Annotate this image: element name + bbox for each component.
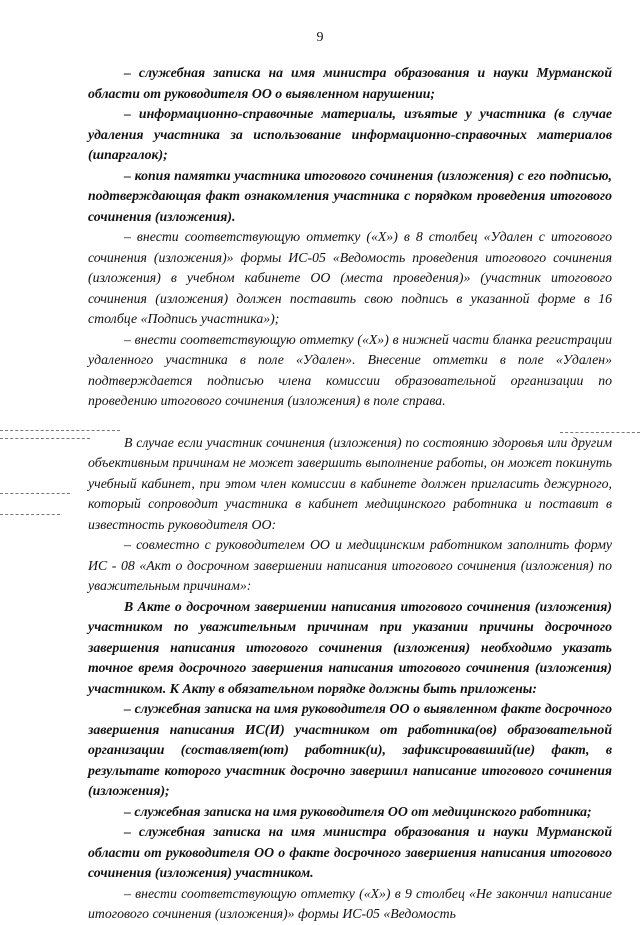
- scan-artifact: [0, 430, 120, 431]
- paragraph: – служебная записка на имя руководителя ОО о выявленном факте досрочного завершения написания ИС(И) участником от работника(ов) образовательной организации (составляет(ют) работник(и), зафиксировавший(ие) факт, в результате которого участник досрочно завершил написание итогового сочинения (изложения);: [88, 701, 612, 798]
- early-completion-section: [88, 433, 612, 925]
- paragraph: – внести соответствующую отметку («Х») в 9 столбец «Не закончил написание итогового сочинения (изложения)» формы ИС-05 «Ведомость: [88, 885, 612, 921]
- page-number: 9: [316, 30, 324, 45]
- scan-artifact: [0, 493, 70, 494]
- removal-section: [88, 63, 612, 412]
- paragraph: – информационно-справочные материалы, изъятые у участника (в случае удаления участника за использование информационно-справочных материалов (шпаргалок);: [88, 106, 612, 162]
- paragraph: – копия памятки участника итогового сочинения (изложения) с его подписью, подтверждающая факт ознакомления участника с порядком проведения итогового сочинения (изложения).: [88, 167, 612, 224]
- paragraph: – служебная записка на имя министра образования и науки Мурманской области от руководителя ОО о факте досрочного завершения написания итогового сочинения (изложения) участником.: [88, 824, 612, 880]
- document-body: [88, 63, 612, 925]
- paragraph: – внести соответствующую отметку («Х») в нижней части бланка регистрации удаленного участника в поле «Удален». Внесение отметки в поле «Удален» подтверждается подписью члена комиссии образовательной организации по проведению итогового сочинения (изложения) в поле справа.: [88, 331, 612, 408]
- scan-artifact: [0, 438, 90, 439]
- scan-artifact: [560, 432, 640, 433]
- paragraph: – служебная записка на имя министра образования и науки Мурманской области от руководителя ОО о выявленном нарушении;: [88, 65, 612, 101]
- scan-artifact: [0, 514, 60, 515]
- section-gap: [88, 412, 612, 433]
- paragraph: – совместно с руководителем ОО и медицинским работником заполнить форму ИС - 08 «Акт о досрочном завершении написания итогового сочинения (изложения) по уважительным причинам»:: [88, 537, 612, 593]
- paragraph: – внести соответствующую отметку («Х») в 8 столбец «Удален с итогового сочинения (изложения)» формы ИС-05 «Ведомость проведения итогового сочинения (изложения) в учебном кабинете ОО (места проведения)» (участник итогового сочинения (изложения) должен поставить свою подпись в указанной форме в 16 столбце «Подпись участника»);: [88, 229, 612, 326]
- paragraph: – служебная записка на имя руководителя ОО от медицинского работника;: [124, 803, 592, 819]
- paragraph: В Акте о досрочном завершении написания итогового сочинения (изложения) участником по уважительным причинам при указании причины досрочного завершения написания итогового сочинения (изложения) необходимо указать точное время досрочного завершения написания итогового сочинения (изложения) участником. К Акту в обязательном порядке должны быть приложены:: [88, 598, 612, 696]
- paragraph: В случае если участник сочинения (изложения) по состоянию здоровья или другим объективным причинам не может завершить выполнение работы, он может покинуть учебный кабинет, при этом член комиссии в кабинете должен пригласить дежурного, который сопроводит участника в кабинет медицинского работника и поставит в известность руководителя ОО:: [88, 434, 612, 532]
